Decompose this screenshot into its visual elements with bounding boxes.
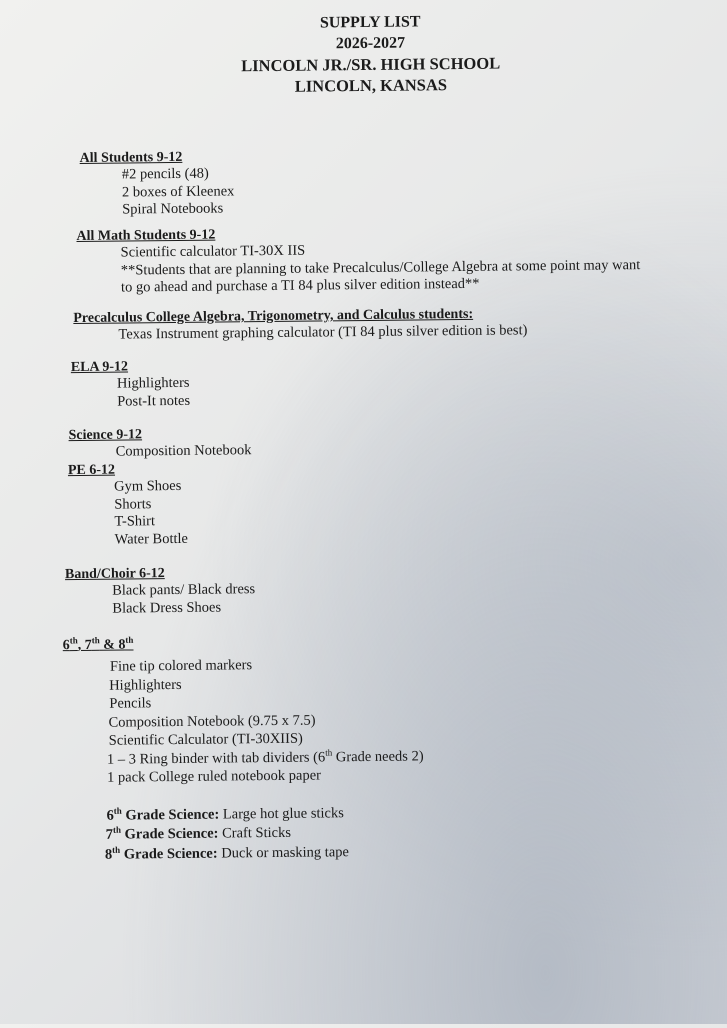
- section-heading: ELA 9-12: [70, 359, 129, 376]
- list-item: Scientific calculator TI-30X IIS: [120, 242, 306, 261]
- document-header: [0, 8, 727, 100]
- section-pe: [68, 461, 188, 549]
- section-precalc: [73, 305, 527, 344]
- section-ela: [71, 358, 190, 411]
- section-heading: 6th, 7th & 8th: [62, 634, 134, 654]
- section-middle-school: [63, 633, 425, 865]
- section-heading: All Math Students 9-12: [76, 227, 216, 245]
- grade-science-6: 6th Grade Science: Large hot glue sticks: [106, 804, 344, 824]
- grade-science-7: 7th Grade Science: Craft Sticks: [105, 824, 292, 843]
- list-item: Spiral Notebooks: [122, 200, 224, 218]
- list-item: Shorts: [114, 495, 152, 513]
- list-item: #2 pencils (48): [121, 165, 209, 183]
- math-note-line-2: to go ahead and purchase a TI 84 plus silver edition instead**: [120, 275, 480, 296]
- list-item: Black Dress Shoes: [112, 599, 222, 617]
- list-item: Highlighters: [116, 374, 190, 392]
- list-item: Scientific Calculator (TI-30XIIS): [108, 730, 303, 749]
- section-heading: All Students 9-12: [79, 149, 183, 166]
- list-item: Composition Notebook (9.75 x 7.5): [108, 712, 316, 731]
- section-science: [68, 425, 251, 461]
- section-heading: Band/Choir 6-12: [64, 566, 165, 583]
- list-item: Highlighters: [109, 676, 182, 694]
- header-school: LINCOLN JR./SR. HIGH SCHOOL: [241, 53, 501, 76]
- list-item: Post-It notes: [117, 392, 191, 410]
- section-math: [76, 222, 640, 297]
- section-heading: PE 6-12: [67, 462, 116, 479]
- grade-science-8: 8th Grade Science: Duck or masking tape: [104, 843, 350, 863]
- section-band-choir: [65, 564, 256, 618]
- list-item: 1 pack College ruled notebook paper: [107, 767, 322, 786]
- header-location: LINCOLN, KANSAS: [294, 75, 448, 96]
- section-heading: Precalculus College Algebra, Trigonometry, and Calculus students:: [73, 306, 474, 327]
- section-heading: Science 9-12: [68, 427, 143, 444]
- header-title: SUPPLY LIST: [319, 13, 421, 32]
- list-item: Pencils: [109, 695, 152, 712]
- list-item: Texas Instrument graphing calculator (TI 84 plus silver edition is best): [118, 322, 528, 343]
- list-item: T-Shirt: [114, 513, 156, 530]
- list-item: Water Bottle: [114, 530, 189, 548]
- header-year: 2026-2027: [335, 34, 406, 53]
- math-note-line-1: **Students that are planning to take Precalculus/College Algebra at some point may want: [120, 256, 641, 279]
- list-item: 2 boxes of Kleenex: [121, 182, 235, 201]
- list-item: Black pants/ Black dress: [112, 581, 256, 599]
- list-item: Composition Notebook: [115, 442, 252, 460]
- list-item: Gym Shoes: [113, 477, 182, 495]
- list-item: Fine tip colored markers: [109, 657, 253, 675]
- list-item-binder: 1 – 3 Ring binder with tab dividers (6th Grade needs 2): [106, 747, 424, 768]
- section-all-students: [80, 148, 235, 219]
